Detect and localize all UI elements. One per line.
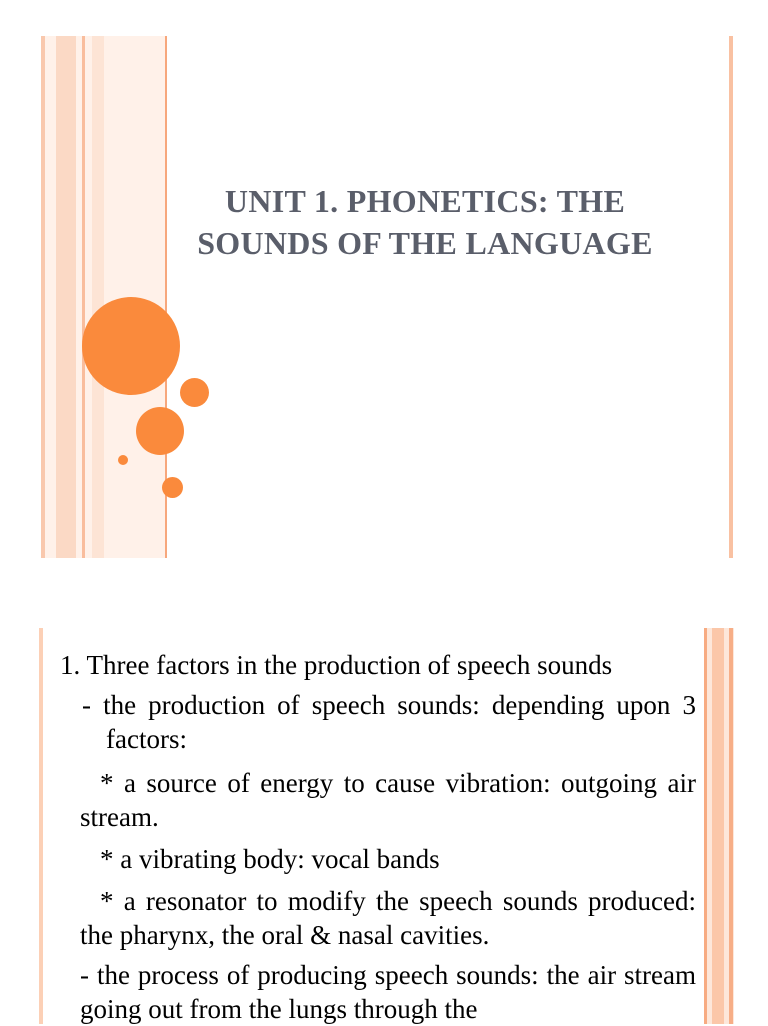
slide-body bbox=[60, 648, 696, 1026]
factor-energy: * a source of energy to cause vibration: outgoing air stream. bbox=[80, 768, 696, 832]
content-slide bbox=[0, 628, 768, 1024]
decorative-circle-large bbox=[82, 297, 180, 395]
bullet-production: - the production of speech sounds: depending upon 3 factors: bbox=[82, 690, 696, 754]
decorative-stripe bbox=[82, 36, 85, 558]
decorative-right-line bbox=[729, 36, 733, 558]
decorative-left-line bbox=[39, 628, 43, 1024]
decorative-stripe bbox=[56, 36, 76, 558]
decorative-stripe bbox=[41, 36, 45, 558]
bullet-process: - the process of producing speech sounds: the air stream going out from the lungs through the bbox=[80, 960, 696, 1024]
section-heading: 1. Three factors in the production of speech sounds bbox=[60, 650, 613, 680]
decorative-circle-medium bbox=[136, 407, 184, 455]
slide-title: UNIT 1. PHONETICS: THE SOUNDS OF THE LANGUAGE bbox=[197, 183, 653, 261]
decorative-circle-small bbox=[162, 477, 183, 498]
decorative-stripe bbox=[92, 36, 104, 558]
factor-resonator: * a resonator to modify the speech sounds produced: the pharynx, the oral & nasal cavities. bbox=[80, 886, 696, 950]
decorative-circle-tiny bbox=[118, 455, 128, 465]
factor-vibrating-body: * a vibrating body: vocal bands bbox=[100, 844, 440, 874]
decorative-circle-small bbox=[180, 378, 209, 407]
decorative-stripe bbox=[729, 628, 733, 1024]
decorative-stripe bbox=[704, 628, 707, 1024]
decorative-stripe bbox=[712, 628, 724, 1024]
